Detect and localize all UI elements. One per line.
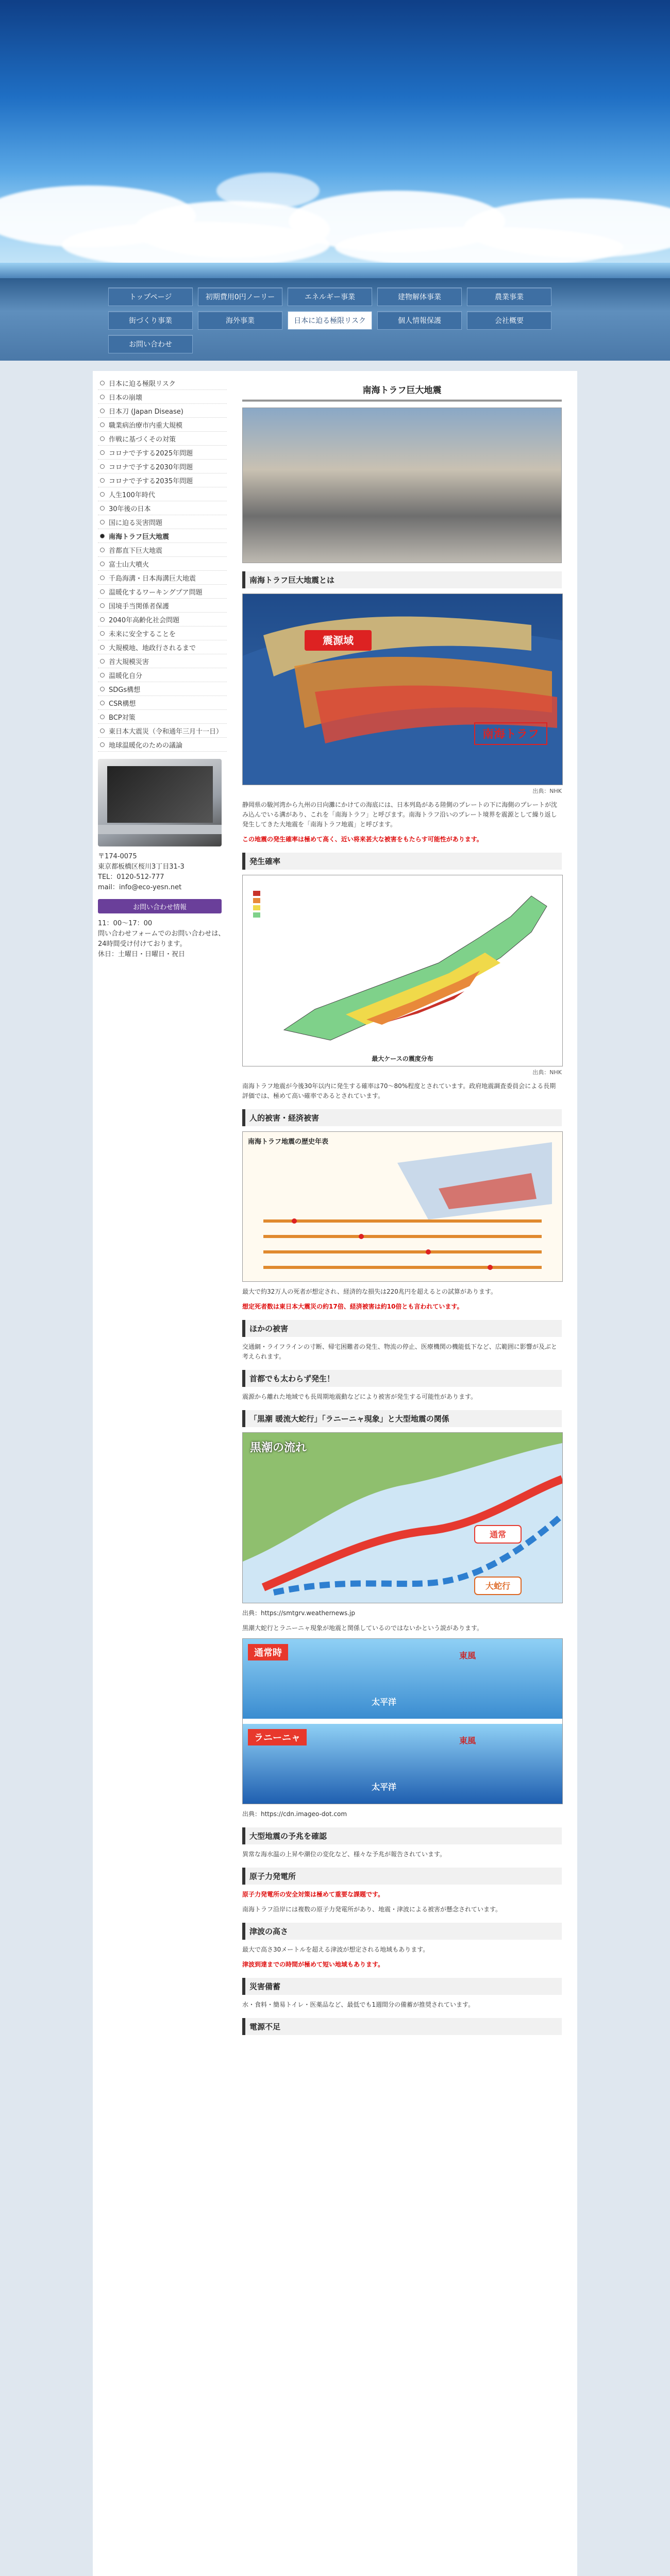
sidebar-item-label: 日本に迫る極限リスク [109, 380, 176, 388]
bullet-icon [100, 575, 105, 580]
address-mail[interactable]: mail：info@eco-yesn.net [98, 884, 182, 891]
sidebar-item-label: 温暖化自分 [109, 672, 143, 680]
bullet-icon [100, 478, 105, 483]
bullet-icon [100, 562, 105, 566]
sidebar-item[interactable] [98, 376, 227, 390]
sidebar-item[interactable] [98, 501, 227, 515]
bullet-icon [100, 701, 105, 705]
bullet-icon [100, 409, 105, 413]
business-hours [98, 919, 227, 960]
bullet-icon [100, 520, 105, 524]
bullet-icon [100, 687, 105, 691]
sidebar-item[interactable] [98, 515, 227, 529]
bullet-icon [100, 422, 105, 427]
sidebar-item[interactable] [98, 404, 227, 418]
trough-label: 南海トラフ [482, 727, 540, 740]
laptop-image [98, 759, 222, 846]
sidebar-item[interactable] [98, 682, 227, 696]
svg-text:震源域: 震源域 [323, 635, 354, 647]
sidebar-item[interactable] [98, 418, 227, 432]
nav-item[interactable]: 街づくり事業 [108, 311, 193, 330]
section-text: 静岡県の駿河湾から九州の日向灘にかけての海底には、日本列島がある陸側のプレートの下に海側のプレートが沈み込んでいる溝があり、これを「南海トラフ」と呼びます。南海トラフ沿いのプレート境界を震源として繰り返し発生してきた大地震を「南海トラフ地震」と呼びます。 [242, 801, 558, 828]
sidebar-item-label: 南海トラフ巨大地震 [109, 533, 170, 541]
sidebar-item[interactable] [98, 543, 227, 557]
bullet-icon [100, 589, 105, 594]
history-chart [242, 1131, 563, 1282]
sidebar-item-label: 日本刀 (Japan Disease) [109, 408, 183, 416]
main-content [242, 379, 562, 2035]
sidebar-item[interactable] [98, 529, 227, 543]
sidebar-item[interactable] [98, 696, 227, 710]
bullet-icon [100, 603, 105, 608]
nav-item[interactable]: 会社概要 [467, 311, 551, 330]
bullet-icon [100, 742, 105, 747]
section-text: 水・食料・簡易トイレ・医薬品など、最低でも1週間分の備蓄が推奨されています。 [242, 2001, 475, 2008]
sidebar-item[interactable] [98, 626, 227, 640]
sidebar-item[interactable] [98, 710, 227, 724]
sidebar-item[interactable] [98, 571, 227, 585]
section-text: 最大で約32万人の死者が想定され、経済的な損失は220兆円を超えるとの試算があります。 [242, 1288, 497, 1295]
trough-map [242, 594, 563, 785]
bullet-icon [100, 464, 105, 469]
bullet-icon [100, 492, 105, 497]
bullet-icon [100, 395, 105, 399]
sidebar-item-label: 富士山大噴火 [109, 561, 149, 569]
sidebar-item[interactable] [98, 640, 227, 654]
trough-map-svg [243, 594, 562, 785]
address-postal: 〒174-0075 [98, 853, 137, 860]
company-address [98, 852, 227, 893]
svg-text:大蛇行: 大蛇行 [485, 1582, 511, 1591]
section-text: 異常な海水温の上昇や潮位の変化など、様々な予兆が報告されています。 [242, 1851, 446, 1858]
bullet-icon [100, 659, 105, 664]
sidebar-item[interactable] [98, 613, 227, 626]
bullet-icon [100, 381, 105, 385]
lanina-bottom-label: ラニーニャ [248, 1729, 307, 1745]
sidebar-menu [98, 376, 227, 752]
map1-source: 出典：NHK [532, 788, 562, 794]
section-text: 交通網・ライフラインの寸断、帰宅困難者の発生、物流の停止、医療機関の機能低下など、広範囲に影響が及ぶと考えられます。 [242, 1343, 557, 1360]
section-heading: 津波の高さ [242, 1923, 562, 1940]
hours-note: 問い合わせフォームでのお問い合わせは、24時間受け付けております。 [98, 930, 225, 948]
bullet-icon [100, 645, 105, 650]
sidebar-item[interactable] [98, 585, 227, 599]
svg-text:通常: 通常 [489, 1531, 507, 1539]
sidebar-item-label: コロナで予する2035年問題 [109, 477, 193, 485]
sidebar-item[interactable] [98, 460, 227, 473]
nav-item[interactable]: 海外事業 [198, 311, 282, 330]
section-heading: ほかの被害 [242, 1320, 562, 1337]
kuroshio-source[interactable]: 出典：https://smtgrv.weathernews.jp [242, 1609, 355, 1617]
sidebar-item[interactable] [98, 432, 227, 446]
sidebar-item-label: 国に迫る災害問題 [109, 519, 163, 527]
sidebar-item-label: 東日本大震災（令和通年三月十一日） [109, 727, 223, 736]
section-heading: 南海トラフ巨大地震とは [242, 571, 562, 588]
intensity-map [242, 875, 563, 1066]
bullet-icon [100, 728, 105, 733]
section-highlight: 想定死者数は東日本大震災の約17倍、経済被害は約10倍とも言われています。 [242, 1303, 463, 1310]
nav-item[interactable]: 農業事業 [467, 287, 551, 306]
section-heading: 大型地震の予兆を確認 [242, 1827, 562, 1844]
kuroshio-map [242, 1432, 563, 1603]
section-heading: 災害備蓄 [242, 1978, 562, 1995]
sidebar-item-label: 大規模地、地政行されるまで [109, 644, 196, 652]
sidebar-item-label: 地球温暖化のための議論 [109, 741, 183, 750]
section-heading: 発生確率 [242, 853, 562, 870]
bullet-icon [100, 631, 105, 636]
nav-item[interactable]: 建物解体事業 [377, 287, 462, 306]
nav-item[interactable]: エネルギー事業 [288, 287, 372, 306]
section-text: 最大で高さ30メートルを超える津波が想定される地域もあります。 [242, 1946, 429, 1953]
sidebar-item-label: 人生100年時代 [109, 491, 155, 499]
section-text: 震源から離れた地域でも長周期地震動などにより被害が発生する可能性があります。 [242, 1393, 477, 1400]
section-text: 南海トラフ地震が今後30年以内に発生する確率は70〜80%程度とされています。政府地震調査委員会による長期評価では、極めて高い確率であるとされています。 [242, 1082, 556, 1099]
address-tel: TEL：0120-512-777 [98, 873, 164, 881]
bullet-icon [100, 715, 105, 719]
sidebar-item-label: 温暖化するワーキングプア問題 [109, 588, 203, 597]
sidebar-item-label: SDGs構想 [109, 686, 141, 694]
bullet-icon [100, 534, 105, 538]
sidebar-item-label: BCP対策 [109, 714, 136, 722]
sidebar-item[interactable] [98, 557, 227, 571]
nav-item[interactable]: トップページ [108, 287, 193, 306]
sidebar-item[interactable] [98, 390, 227, 404]
hero-photo [242, 408, 562, 563]
sidebar-item-label: コロナで予する2030年問題 [109, 463, 193, 471]
nav-item[interactable]: 個人情報保護 [377, 311, 462, 330]
section-highlight: 原子力発電所の安全対策は極めて重要な課題です。 [242, 1891, 384, 1898]
sidebar-item[interactable] [98, 668, 227, 682]
section-heading: 電源不足 [242, 2018, 562, 2035]
sidebar-item[interactable] [98, 599, 227, 613]
sidebar-item-label: 未来に安全することを [109, 630, 176, 638]
section-highlight: この地震の発生確率は極めて高く、近い将来甚大な被害をもたらす可能性があります。 [242, 836, 483, 843]
header-banner [0, 0, 670, 278]
hours-time: 11：00〜17：00 [98, 920, 153, 927]
sidebar-item-label: 国境手当関係者保護 [109, 602, 170, 611]
sidebar-item-label: 2040年高齢化社会問題 [109, 616, 180, 624]
sidebar-item-label: 日本の崩壊 [109, 394, 143, 402]
sidebar-item-label: 首大規模災害 [109, 658, 149, 666]
nav-item-active[interactable]: 日本に迫る極限リスク [288, 311, 372, 330]
map2-source: 出典：NHK [532, 1069, 562, 1076]
sidebar-item-label: 首都直下巨大地震 [109, 547, 163, 555]
address-line: 東京都板橋区桜川3丁目31-3 [98, 863, 185, 871]
bullet-icon [100, 450, 105, 455]
bullet-icon [100, 617, 105, 622]
bullet-icon [100, 673, 105, 677]
sidebar-item[interactable] [98, 473, 227, 487]
page-title: 南海トラフ巨大地震 [242, 379, 562, 401]
section-heading: 首都でも太わらず発生！ [242, 1370, 562, 1387]
sidebar-item-label: コロナで予する2025年問題 [109, 449, 193, 457]
sidebar-item[interactable] [98, 724, 227, 738]
section-heading: 原子力発電所 [242, 1868, 562, 1885]
bullet-icon [100, 436, 105, 441]
nav-item[interactable]: 初期費用0円ノーリー [198, 287, 282, 306]
lanina-source[interactable]: 出典：https://cdn.imageo-dot.com [242, 1810, 347, 1818]
section-highlight: 津波到達までの時間が極めて短い地域もあります。 [242, 1961, 384, 1968]
section-text: 南海トラフ沿岸には複数の原子力発電所があり、地震・津波による被害が懸念されています。 [242, 1906, 502, 1913]
sidebar-item[interactable] [98, 446, 227, 460]
sidebar-item-label: 千島海溝・日本海溝巨大地震 [109, 574, 196, 583]
sidebar-item[interactable] [98, 487, 227, 501]
section-heading: 人的被害・経済被害 [242, 1109, 562, 1126]
section-heading: 「黒潮 暖流大蛇行」「ラニーニャ現象」と大型地震の関係 [242, 1410, 562, 1427]
sidebar [98, 376, 227, 960]
sidebar-item-label: 30年後の日本 [109, 505, 151, 513]
contact-button[interactable]: お問い合わせ情報 [98, 899, 222, 913]
bullet-icon [100, 548, 105, 552]
sidebar-item-label: 作戦に基づくその対策 [109, 435, 176, 444]
bullet-icon [100, 506, 105, 511]
lanina-top-label: 通常時 [248, 1644, 288, 1660]
map2-title: 最大ケースの震度分布 [372, 1055, 433, 1062]
nav-item[interactable]: お問い合わせ [108, 335, 193, 353]
section-text: 黒潮大蛇行とラニーニャ現象が地震と関係しているのではないかという説があります。 [242, 1624, 483, 1632]
sidebar-item-label: 職業病治療市内重大規模 [109, 421, 183, 430]
chart-title: 南海トラフ地震の歴史年表 [248, 1138, 329, 1146]
main-nav [108, 287, 562, 353]
lanina-diagram: 通常時 東風 太平洋 ラニーニャ 東風 太平洋 [242, 1638, 563, 1804]
sidebar-item-label: CSR構想 [109, 700, 136, 708]
sidebar-item[interactable] [98, 654, 227, 668]
kuroshio-title: 黒潮の流れ [250, 1442, 307, 1454]
sidebar-item[interactable] [98, 738, 227, 752]
hours-holiday: 休日：土曜日・日曜日・祝日 [98, 951, 186, 958]
